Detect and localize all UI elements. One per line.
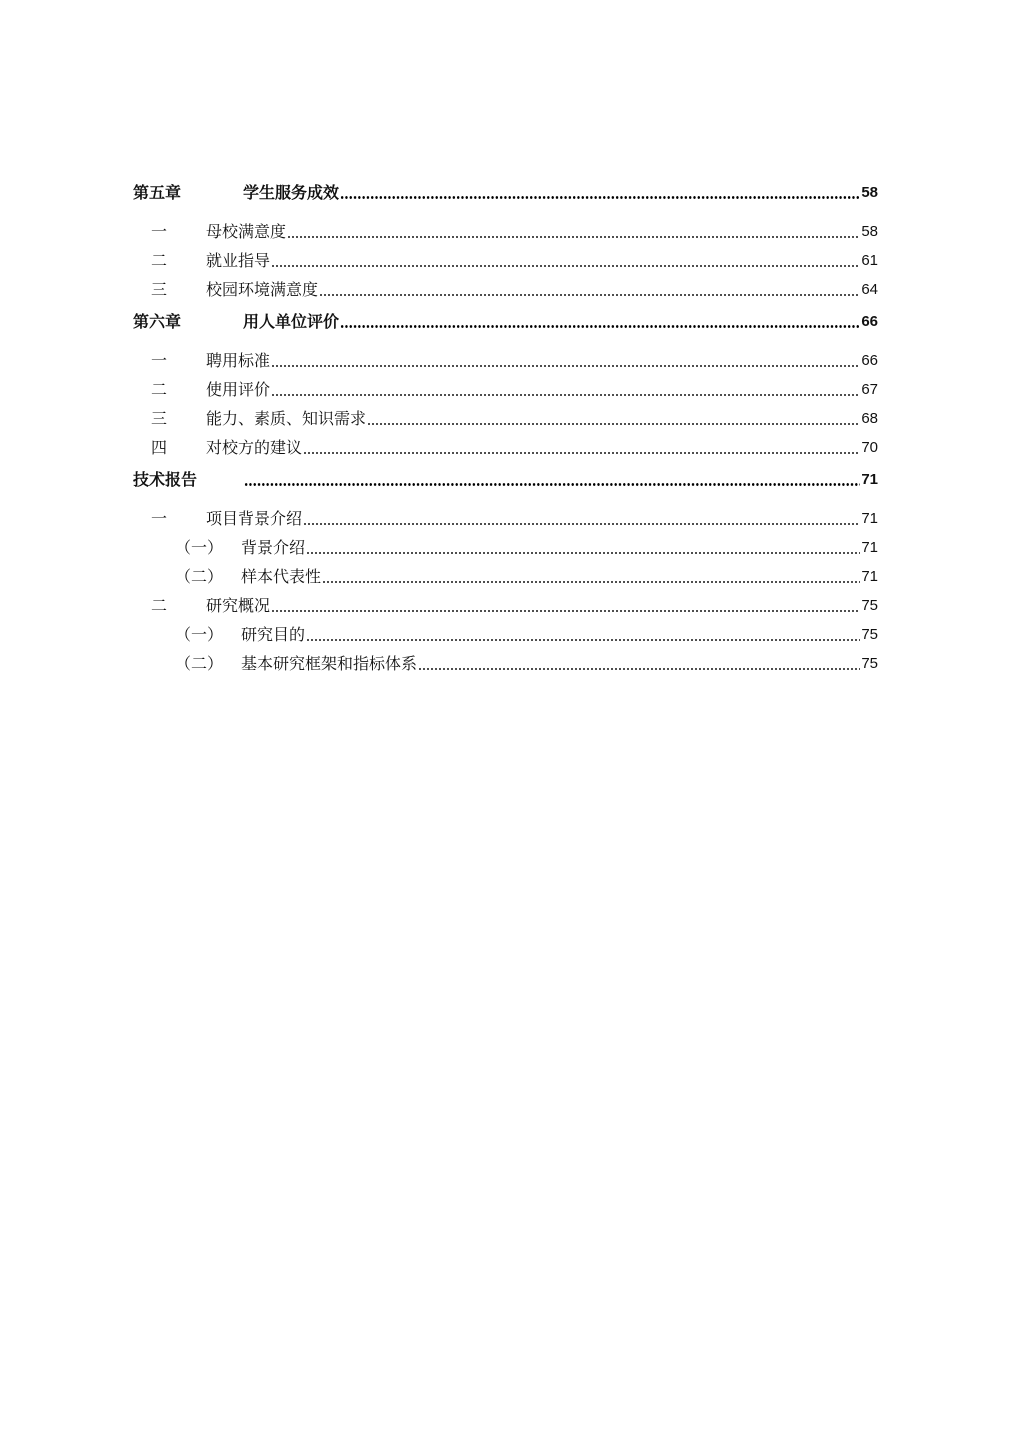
dot-leader — [271, 610, 860, 612]
toc-entry-title: 基本研究框架和指标体系 — [241, 654, 418, 673]
toc-entry-title: 背景介绍 — [241, 538, 306, 557]
toc-entry-section[interactable] — [133, 429, 878, 458]
toc-entry-page: 70 — [861, 439, 878, 456]
toc-entry-chapter[interactable] — [133, 302, 878, 332]
toc-entry-section[interactable] — [133, 213, 878, 242]
toc-entry-subsection[interactable] — [133, 529, 878, 558]
toc-entry-title: 学生服务成效 — [243, 183, 340, 202]
toc-entry-title: 聘用标准 — [206, 351, 271, 370]
toc-entry-title: 对校方的建议 — [206, 438, 303, 457]
dot-leader — [306, 552, 860, 554]
toc-entry-title: 校园环境满意度 — [206, 280, 319, 299]
toc-entry-number: 三 — [151, 280, 168, 299]
toc-entry-page: 67 — [861, 381, 878, 398]
toc-entry-number: （一） — [175, 538, 224, 557]
toc-entry-number: 技术报告 — [133, 470, 198, 489]
toc-entry-page: 58 — [861, 223, 878, 240]
toc-entry-section[interactable] — [133, 400, 878, 429]
dot-leader — [319, 294, 860, 296]
toc-entry-page: 66 — [861, 313, 878, 330]
toc-entry-number: （一） — [175, 625, 224, 644]
toc-entry-section[interactable] — [133, 587, 878, 616]
toc-entry-number: （二） — [175, 567, 224, 586]
toc-entry-title: 研究目的 — [241, 625, 306, 644]
toc-entry-number: （二） — [175, 654, 224, 673]
toc-entry-page: 71 — [861, 568, 878, 585]
toc-entry-section[interactable] — [133, 271, 878, 300]
toc-entry-number: 二 — [151, 251, 168, 270]
toc-entry-number: 二 — [151, 380, 168, 399]
toc-entry-page: 68 — [861, 410, 878, 427]
toc-entry-page: 75 — [861, 655, 878, 672]
toc-entry-page: 61 — [861, 252, 878, 269]
dot-leader — [271, 365, 860, 367]
dot-leader — [322, 581, 860, 583]
toc-entry-number: 一 — [151, 351, 168, 370]
dot-leader — [271, 394, 860, 396]
toc-entry-page: 64 — [861, 281, 878, 298]
toc-entry-page: 71 — [861, 510, 878, 527]
toc-entry-title: 样本代表性 — [241, 567, 322, 586]
toc-entry-number: 第五章 — [133, 183, 182, 202]
toc-entry-section[interactable] — [133, 500, 878, 529]
dot-leader — [271, 265, 860, 267]
toc-entry-page: 58 — [861, 184, 878, 201]
toc-entry-title: 用人单位评价 — [243, 312, 340, 331]
table-of-contents — [133, 171, 878, 674]
toc-entry-title: 母校满意度 — [206, 222, 287, 241]
toc-entry-chapter[interactable] — [133, 460, 878, 490]
toc-entry-subsection[interactable] — [133, 616, 878, 645]
toc-entry-page: 75 — [861, 626, 878, 643]
dot-leader — [303, 452, 860, 454]
toc-entry-section[interactable] — [133, 242, 878, 271]
dot-leader — [418, 668, 860, 670]
toc-entry-subsection[interactable] — [133, 645, 878, 674]
toc-entry-section[interactable] — [133, 342, 878, 371]
toc-entry-title: 项目背景介绍 — [206, 509, 303, 528]
toc-entry-number: 一 — [151, 222, 168, 241]
toc-entry-number: 四 — [151, 438, 168, 457]
toc-entry-chapter[interactable] — [133, 173, 878, 203]
toc-entry-number: 三 — [151, 409, 168, 428]
toc-entry-number: 一 — [151, 509, 168, 528]
toc-entry-number: 第六章 — [133, 312, 182, 331]
dot-leader — [340, 325, 860, 328]
toc-entry-page: 71 — [861, 539, 878, 556]
toc-entry-number: 二 — [151, 596, 168, 615]
toc-entry-title: 使用评价 — [206, 380, 271, 399]
toc-entry-subsection[interactable] — [133, 558, 878, 587]
toc-entry-page: 75 — [861, 597, 878, 614]
dot-leader — [367, 423, 860, 425]
toc-entry-title: 能力、素质、知识需求 — [206, 409, 367, 428]
toc-entry-title: 研究概况 — [206, 596, 271, 615]
dot-leader — [244, 483, 860, 486]
dot-leader — [303, 523, 860, 525]
dot-leader — [287, 236, 860, 238]
dot-leader — [306, 639, 860, 641]
toc-entry-section[interactable] — [133, 371, 878, 400]
toc-entry-title: 就业指导 — [206, 251, 271, 270]
dot-leader — [340, 196, 860, 199]
toc-entry-page: 66 — [861, 352, 878, 369]
toc-entry-page: 71 — [861, 471, 878, 488]
